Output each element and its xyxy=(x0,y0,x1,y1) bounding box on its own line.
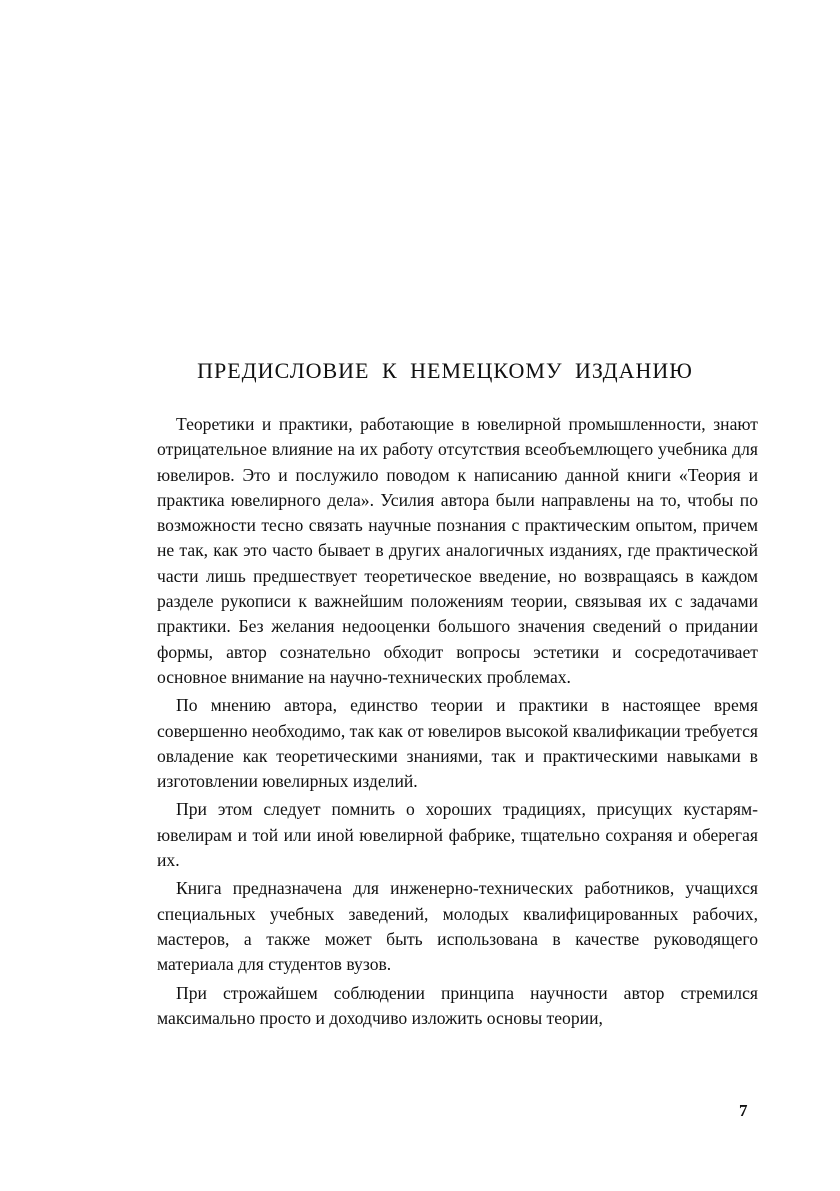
paragraph: Теоретики и практики, работающие в ювелирной промышленности, знают отрицательное влияние на их работу отсутствия всеобъемлющего учебника для ювелиров. Это и послужило поводом к написанию данной книги «Теория и практика ювелирного дела». Усилия автора были направлены на то, чтобы по возможности тесно связать научные познания с практическим опытом, причем не так, как это часто бывает в других аналогичных изданиях, где практической части лишь предшествует теоретическое введение, но возвращаясь в каждом разделе рукописи к важнейшим положениям теории, связывая их с задачами практики. Без желания недооценки большого значения сведений о придании формы, автор сознательно обходит вопросы эстетики и сосредотачивает основное внимание на научно-технических проблемах. xyxy=(157,414,758,687)
paragraph: Книга предназначена для инженерно-технических работников, учащихся специальных учебных заведений, молодых квалифицированных рабочих, мастеров, а также может быть использована в качестве руководящего материала для студентов вузов. xyxy=(157,878,758,975)
body-text xyxy=(157,412,758,1034)
page-title: ПРЕДИСЛОВИЕ К НЕМЕЦКОМУ ИЗДАНИЮ xyxy=(197,358,693,383)
paragraph: По мнению автора, единство теории и практики в настоящее время совершенно необходимо, так как от ювелиров высокой квалификации требуется овладение как теоретическими знаниями, так и практическими навыками в изготовлении ювелирных изделий. xyxy=(157,695,758,792)
paragraph: При этом следует помнить о хороших традициях, присущих кустарям-ювелирам и той или иной ювелирной фабрике, тщательно сохраняя и оберегая их. xyxy=(157,799,758,871)
page-number: 7 xyxy=(739,1101,748,1120)
paragraph: При строжайшем соблюдении принципа научности автор стремился максимально просто и доходчиво изложить основы теории, xyxy=(157,982,758,1028)
